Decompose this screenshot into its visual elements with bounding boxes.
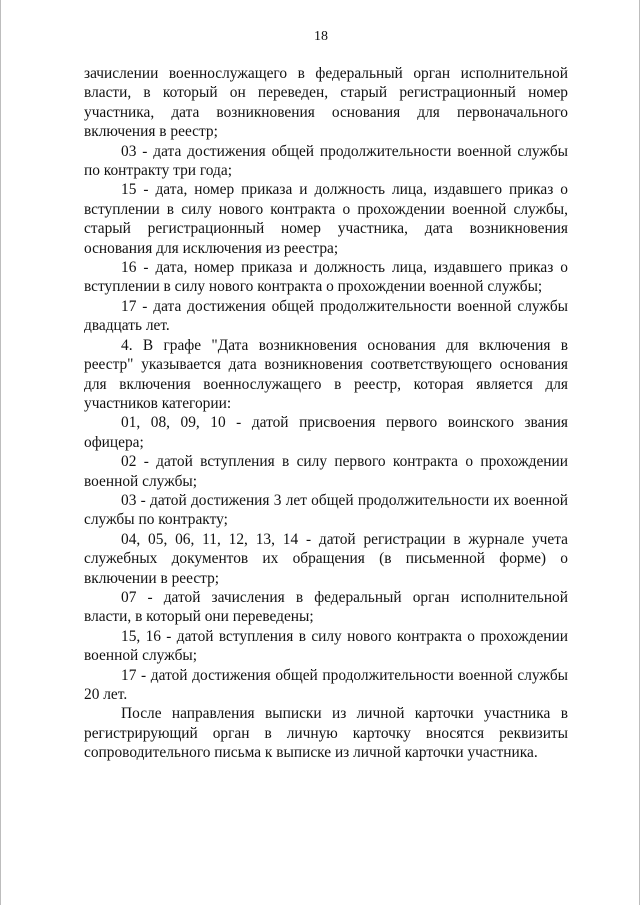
paragraph-closing: После направления выписки из личной карточки участника в регистрирующий орган в личную карточку вносятся реквизиты сопроводительного письма к выписке из личной карточки участника. (84, 705, 568, 762)
paragraph-category-02: 02 - датой вступления в силу первого контракта о прохождении военной службы; (84, 453, 568, 490)
page-number: 18 (314, 29, 328, 44)
document-body (84, 64, 568, 763)
paragraph-category-15-16: 15, 16 - датой вступления в силу нового контракта о прохождении военной службы; (84, 627, 568, 665)
paragraph-item-16: 16 - дата, номер приказа и должность лица, издавшего приказ о вступлении в силу нового контракта о прохождении военной службы; (84, 259, 568, 296)
paragraph-section-4: 4. В графе "Дата возникновения основания для включения в реестр" указывается дата возникновения соответствующего основания для включения военнослужащего в реестр, которая является для участников категории: (84, 336, 568, 412)
paragraph-category-04-14: 04, 05, 06, 11, 12, 13, 14 - датой регистрации в журнале учета служебных документов их обращения (в письменной форме) о включении в реестр; (84, 530, 568, 587)
paragraph-item-15: 15 - дата, номер приказа и должность лица, издавшего приказ о вступлении в силу нового контракта о прохождении военной службы, старый регистрационный номер участника, дата возникновения основания для исключения из реестра; (84, 181, 568, 257)
paragraph-category-01-08-09-10: 01, 08, 09, 10 - датой присвоения первого воинского звания офицера; (84, 414, 568, 451)
paragraph-category-03: 03 - датой достижения 3 лет общей продолжительности их военной службы по контракту; (84, 491, 568, 529)
paragraph-item-03: 03 - дата достижения общей продолжительности военной службы по контракту три года; (84, 142, 568, 180)
paragraph-item-17: 17 - дата достижения общей продолжительности военной службы двадцать лет. (84, 297, 568, 335)
paragraph-category-07: 07 - датой зачисления в федеральный орган исполнительной власти, в который они переведены; (84, 588, 568, 626)
paragraph-continuation: зачислении военнослужащего в федеральный орган исполнительной власти, в который он переведен, старый регистрационный номер участника, дата возникновения основания для первоначального включения в реестр; (84, 65, 568, 141)
paragraph-category-17: 17 - датой достижения общей продолжительности военной службы 20 лет. (84, 666, 568, 703)
